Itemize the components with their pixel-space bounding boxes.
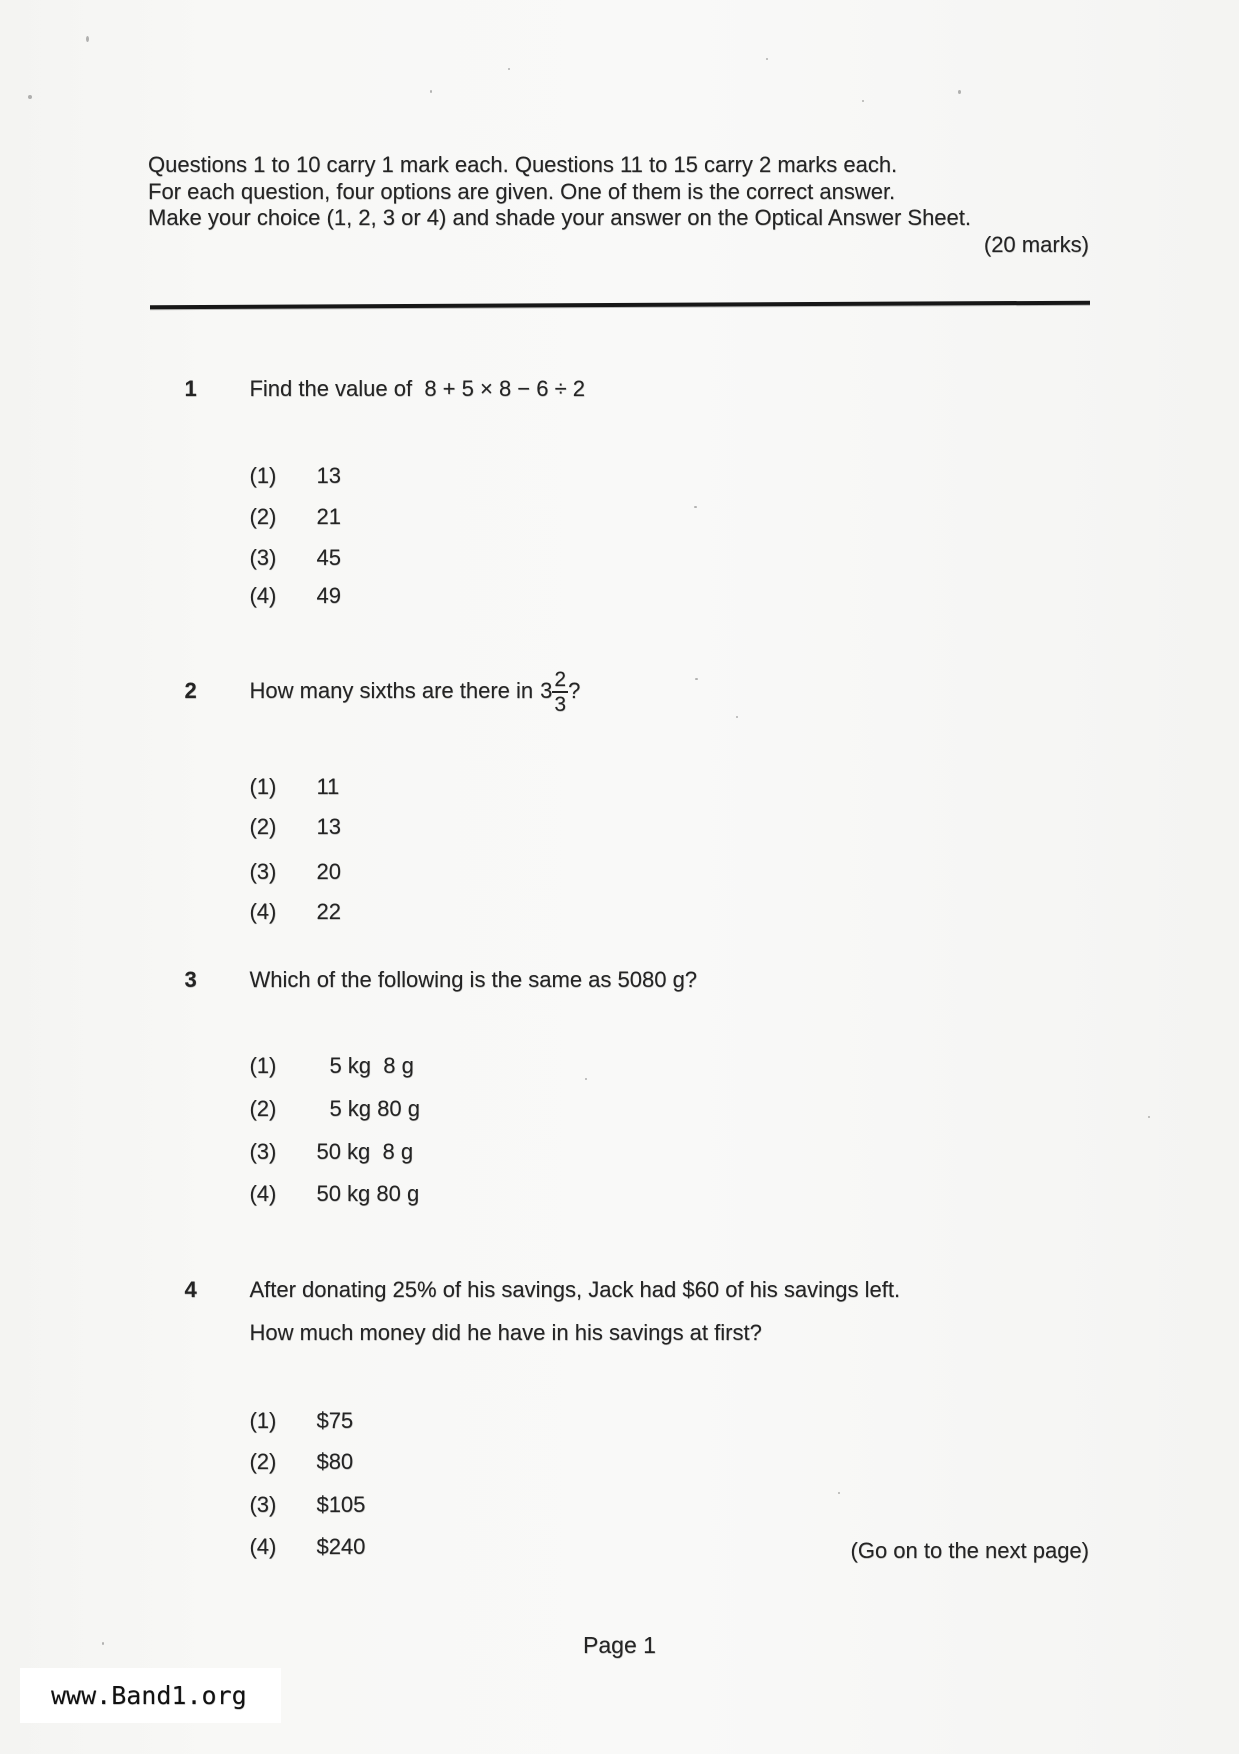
option-value: 11	[316, 774, 340, 799]
option-value: $240	[316, 1534, 366, 1559]
mixed-number	[540, 668, 568, 714]
option-value: 13	[316, 814, 341, 839]
question-number: 2	[184, 678, 197, 703]
option-label: (3)	[249, 1492, 277, 1517]
option-label: (4)	[249, 1534, 277, 1559]
option-label: (4)	[249, 1181, 277, 1206]
option-label: (1)	[249, 463, 277, 488]
whole-number: 3	[540, 678, 553, 703]
option-label: (4)	[249, 583, 277, 608]
option-label: (1)	[249, 774, 277, 799]
instructions-line-2: For each question, four options are given. One of them is the correct answer.	[148, 178, 896, 204]
question-suffix: ?	[568, 678, 581, 703]
option-value: 22	[316, 899, 341, 924]
option-label: (3)	[249, 1139, 277, 1164]
question-number: 4	[184, 1277, 197, 1302]
question-3-option-4	[225, 1155, 925, 1233]
question-4-option-4	[225, 1508, 925, 1586]
question-text: Find the value of 8 + 5 × 8 − 6 ÷ 2	[249, 376, 586, 401]
question-number: 1	[184, 376, 197, 401]
fraction-denominator: 3	[554, 693, 567, 716]
question-4-line-2	[225, 1291, 1105, 1375]
question-1-option-4	[225, 557, 925, 635]
page-number: Page 1	[583, 1632, 656, 1658]
question-number: 3	[184, 967, 197, 992]
next-page-note: (Go on to the next page)	[850, 1538, 1089, 1563]
question-text-line-1: After donating 25% of his savings, Jack had $60 of his savings left.	[249, 1277, 901, 1302]
question-text: How many sixths are there in	[249, 678, 534, 703]
option-value: 5 kg 8 g	[329, 1053, 414, 1078]
option-value: 50 kg 80 g	[316, 1181, 420, 1206]
option-value: 20	[316, 859, 341, 884]
option-label: (4)	[249, 899, 277, 924]
option-value: 45	[316, 545, 341, 570]
instructions-line-1: Questions 1 to 10 carry 1 mark each. Questions 11 to 15 carry 2 marks each.	[148, 152, 898, 177]
option-label: (2)	[249, 1449, 277, 1474]
option-label: (1)	[249, 1053, 277, 1078]
section-divider	[150, 301, 1090, 310]
fraction-numerator: 2	[554, 668, 567, 691]
option-label: (3)	[249, 859, 277, 884]
option-value: 13	[316, 463, 341, 488]
option-value: $80	[316, 1449, 354, 1474]
question-text: Which of the following is the same as 5080 g?	[249, 967, 698, 992]
option-label: (2)	[249, 504, 277, 529]
option-value: $75	[316, 1408, 354, 1433]
instructions-line-3: Make your choice (1, 2, 3 or 4) and shade your answer on the Optical Answer Sheet.	[148, 205, 972, 230]
watermark: www.Band1.org	[20, 1668, 281, 1723]
option-value: 49	[316, 583, 341, 608]
fraction	[552, 669, 568, 715]
question-2	[160, 640, 1110, 742]
option-value: $105	[316, 1492, 366, 1517]
instructions-block	[148, 152, 1089, 258]
question-3	[160, 938, 1110, 1022]
option-value: 5 kg 80 g	[329, 1096, 420, 1121]
option-value: 50 kg 8 g	[316, 1139, 414, 1164]
option-label: (2)	[249, 814, 277, 839]
question-text-line-2: How much money did he have in his savings at first?	[249, 1320, 762, 1345]
option-label: (1)	[249, 1408, 277, 1433]
marks-total: (20 marks)	[983, 231, 1089, 257]
option-value: 21	[316, 504, 341, 529]
option-label: (3)	[249, 545, 277, 570]
question-1	[160, 347, 1110, 431]
option-label: (2)	[249, 1096, 277, 1121]
